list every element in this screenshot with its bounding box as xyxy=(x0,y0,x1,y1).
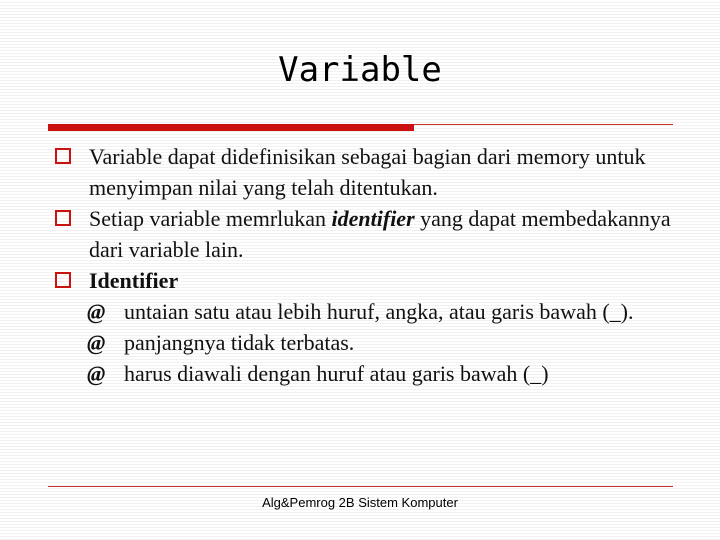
square-bullet-icon xyxy=(55,148,71,164)
footer-text: Alg&Pemrog 2B Sistem Komputer xyxy=(262,495,458,510)
sub-item-text: harus diawali dengan huruf atau garis bawah (_) xyxy=(124,361,549,386)
bullet-item xyxy=(55,265,695,296)
bullet-item xyxy=(55,203,695,265)
bullet-text-before: Setiap variable memrlukan xyxy=(89,206,332,231)
sub-list-item xyxy=(55,296,695,327)
slide-body xyxy=(55,141,695,389)
at-marker: @ xyxy=(87,330,106,355)
square-bullet-icon xyxy=(55,272,71,288)
title-underline-thick xyxy=(48,124,414,131)
bullet-text: Variable dapat didefinisikan sebagai bagian dari memory untuk menyimpan nilai yang telah ditentukan. xyxy=(89,144,646,200)
bullet-item xyxy=(55,141,695,203)
bullet-emphasis: identifier xyxy=(331,206,415,231)
title-underline-thin xyxy=(414,124,673,125)
square-bullet-icon xyxy=(55,210,71,226)
at-marker: @ xyxy=(87,299,106,324)
bullet-text-after: yang dapat membedakannya dari variable lain. xyxy=(89,206,671,262)
sub-list-item xyxy=(55,327,695,358)
footer-divider xyxy=(48,486,673,487)
at-marker: @ xyxy=(87,361,106,386)
bullet-text: Identifier xyxy=(89,268,179,293)
sub-item-text: untaian satu atau lebih huruf, angka, atau garis bawah (_). xyxy=(124,299,634,324)
sub-item-text: panjangnya tidak terbatas. xyxy=(124,330,355,355)
slide-title: Variable xyxy=(278,50,442,90)
sub-list-item xyxy=(55,358,695,389)
